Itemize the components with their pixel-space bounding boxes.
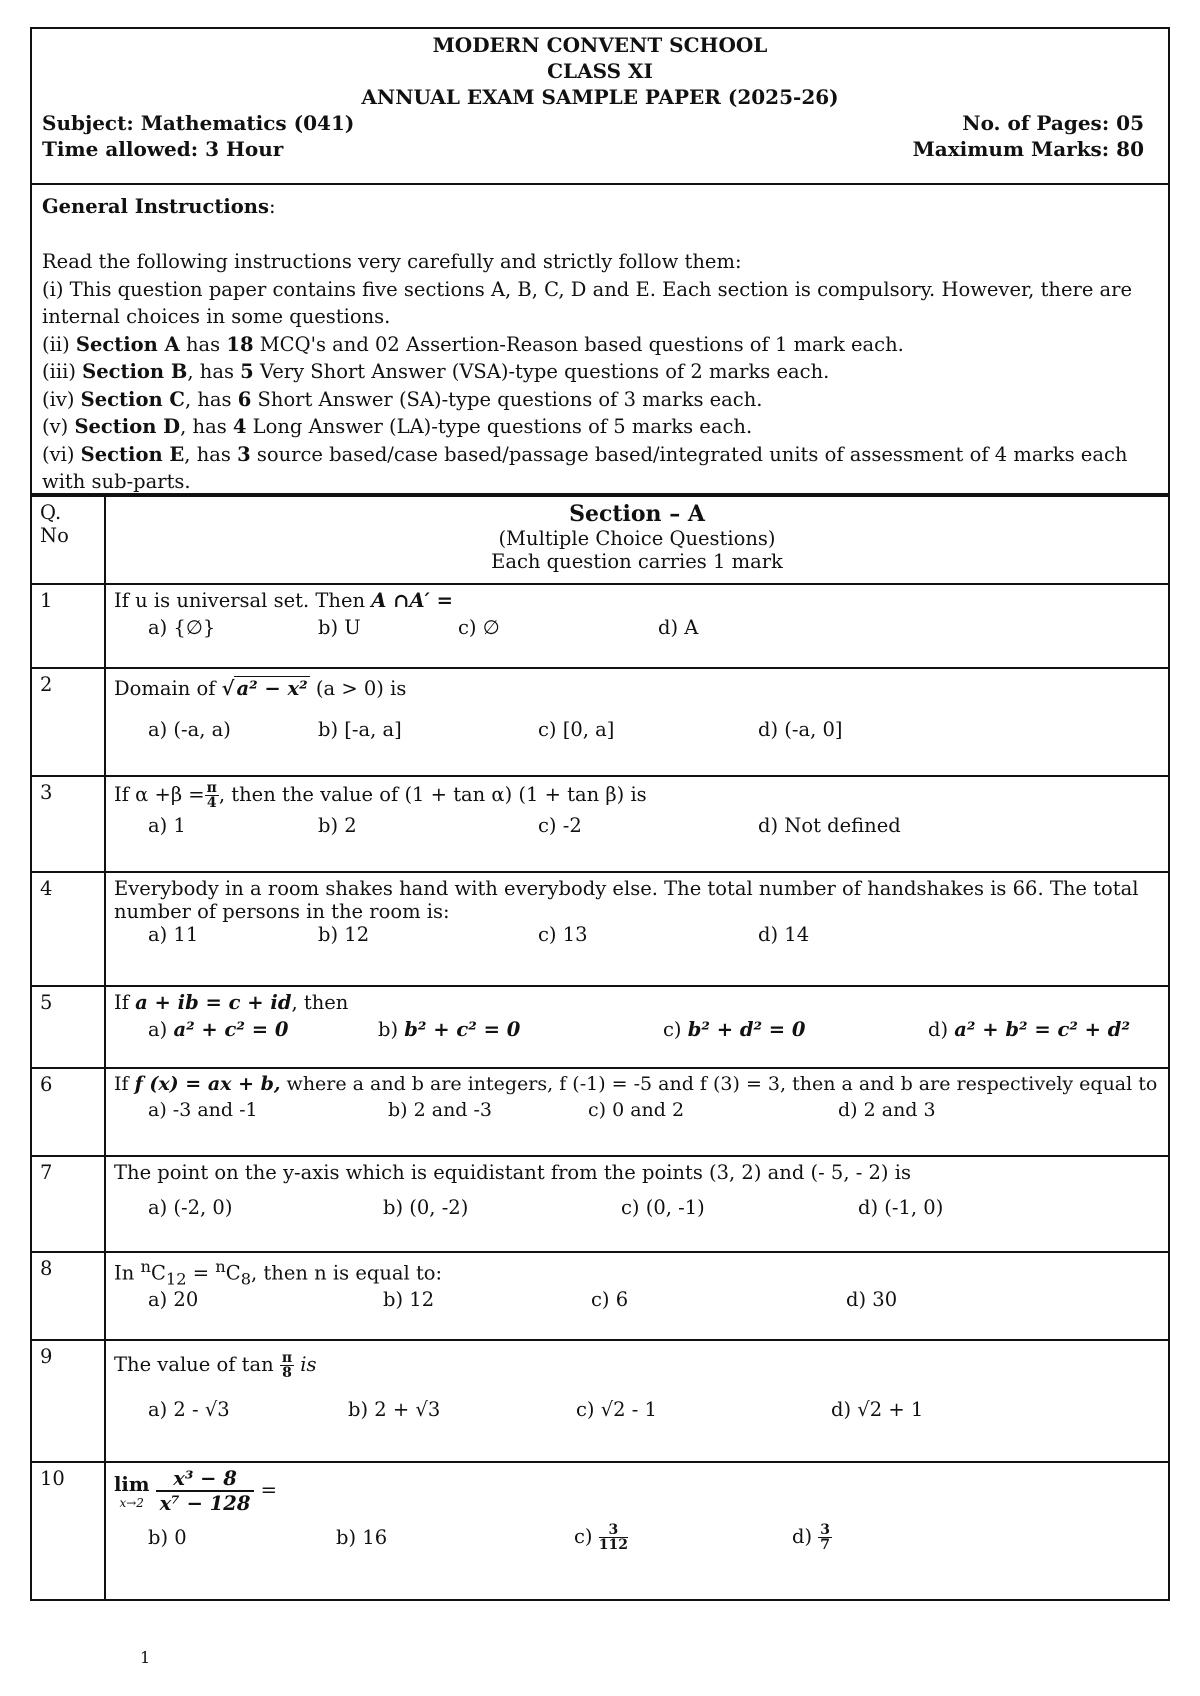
options <box>114 923 1160 946</box>
options <box>114 718 1160 741</box>
option-a: a) 2 - √3 <box>148 1398 230 1421</box>
option-c: c) (0, -1) <box>621 1196 705 1219</box>
question-number: 4 <box>31 872 105 986</box>
option-d: d) A <box>658 616 699 639</box>
section-subtitle: (Multiple Choice Questions) <box>498 527 776 550</box>
exam-page <box>30 27 1170 1601</box>
instructions-intro: Read the following instructions very carefully and strictly follow them: <box>42 250 742 273</box>
option-a: a) 1 <box>148 814 186 837</box>
option-b: b) b² + c² = 0 <box>378 1018 521 1041</box>
option-d: d) 14 <box>758 923 810 946</box>
question-body: If f (x) = ax + b, where a and b are integers, f (-1) = -5 and f (3) = 3, then a and b are respectively equal to a) -3 and -1 b) 2 and -3 c) 0 and 2 d) 2 and 3 <box>105 1068 1169 1156</box>
option-c: c) $\frac{3}{112}$ <box>574 1522 628 1553</box>
page-number: 1 <box>140 1648 151 1667</box>
question-body: Domain of √ a² − x² (a > 0) is a) (-a, a) b) [-a, a] c) [0, a] d) (-a, 0] <box>105 668 1169 776</box>
option-a: a) (-a, a) <box>148 718 231 741</box>
option-c: c) 0 and 2 <box>588 1099 685 1121</box>
options <box>114 1288 1160 1311</box>
option-a: a) {∅} <box>148 616 216 639</box>
school-name: MODERN CONVENT SCHOOL <box>432 33 768 57</box>
questions-table <box>30 495 1170 1601</box>
question-row <box>31 584 1169 668</box>
section-header-row <box>31 496 1169 584</box>
question-row <box>31 1340 1169 1462</box>
option-c: c) √2 - 1 <box>576 1398 657 1421</box>
option-c: c) ∅ <box>458 616 500 639</box>
section-title: Section – A <box>569 501 705 527</box>
option-d: d) (-a, 0] <box>758 718 843 741</box>
paper-header <box>30 27 1170 185</box>
option-a: a) (-2, 0) <box>148 1196 233 1219</box>
option-a: a) 20 <box>148 1288 199 1312</box>
option-b: b) U <box>318 616 361 639</box>
question-number: 10 <box>31 1462 105 1600</box>
option-c: c) [0, a] <box>538 718 615 741</box>
exam-title: ANNUAL EXAM SAMPLE PAPER (2025-26) <box>361 85 839 109</box>
question-number: 8 <box>31 1252 105 1340</box>
question-body: If u is universal set. Then A ∩A′ = a) {∅} b) U c) ∅ d) A <box>105 584 1169 668</box>
pages-label: No. of Pages: 05 <box>962 111 1144 135</box>
limit-operator: lim x→2 <box>114 1472 150 1510</box>
option-b: b) 16 <box>336 1526 388 1549</box>
instruction-vi: (vi) Section E, has 3 source based/case based/passage based/integrated units of assessment of 4 marks each with sub-parts. <box>42 442 1128 493</box>
option-b: b) 12 <box>318 923 370 946</box>
question-body: The value of tan $\frac{\pi}{8}$ is a) 2 - √3 b) 2 + √3 c) √2 - 1 d) √2 + 1 <box>105 1340 1169 1462</box>
option-d: d) a² + b² = c² + d² <box>928 1018 1130 1041</box>
class-name: CLASS XI <box>547 59 653 83</box>
option-b: b) 2 + √3 <box>348 1398 441 1421</box>
question-number: 2 <box>31 668 105 776</box>
options <box>114 1196 1160 1219</box>
question-number: 3 <box>31 776 105 872</box>
options <box>114 814 1160 837</box>
question-number: 9 <box>31 1340 105 1462</box>
option-b: b) (0, -2) <box>383 1196 469 1219</box>
option-a: a) a² + c² = 0 <box>148 1018 289 1041</box>
question-number: 7 <box>31 1156 105 1252</box>
instruction-iii: (iii) Section B, has 5 Very Short Answer (VSA)-type questions of 2 marks each. <box>42 360 830 383</box>
question-row <box>31 1252 1169 1340</box>
instructions-title: General Instructions <box>42 195 269 218</box>
subject-label: Subject: Mathematics (041) <box>42 111 355 135</box>
question-row <box>31 986 1169 1068</box>
option-a: b) 0 <box>148 1526 187 1549</box>
question-row <box>31 776 1169 872</box>
question-row <box>31 872 1169 986</box>
question-number: 6 <box>31 1068 105 1156</box>
question-row <box>31 1462 1169 1600</box>
option-d: d) 30 <box>846 1288 898 1312</box>
option-c: c) b² + d² = 0 <box>663 1018 806 1041</box>
option-d: d) 2 and 3 <box>838 1099 936 1121</box>
instruction-iv: (iv) Section C, has 6 Short Answer (SA)-type questions of 3 marks each. <box>42 387 763 411</box>
options <box>114 1099 1160 1121</box>
limit-fraction: $\frac{\text{x³ − 8}}{\text{x⁷ − 128}}$ <box>156 1467 255 1515</box>
options <box>114 616 1160 639</box>
option-c: c) -2 <box>538 814 582 837</box>
option-b: b) 12 <box>383 1288 435 1312</box>
instruction-ii: (ii) Section A has 18 MCQ's and 02 Assertion-Reason based questions of 1 mark each. <box>42 332 904 356</box>
options <box>114 1523 1160 1552</box>
section-title-cell <box>105 496 1169 584</box>
question-body: The point on the y-axis which is equidistant from the points (3, 2) and (- 5, - 2) is a) (-2, 0) b) (0, -2) c) (0, -1) d) (-1, 0) <box>105 1156 1169 1252</box>
question-row <box>31 1068 1169 1156</box>
option-a: a) 11 <box>148 923 199 946</box>
option-b: b) 2 and -3 <box>388 1099 493 1121</box>
question-body: Everybody in a room shakes hand with everybody else. The total number of handshakes is 66. The total number of persons in the room is: a) 11 b) 12 c) 13 d) 14 <box>105 872 1169 986</box>
question-number: 1 <box>31 584 105 668</box>
question-body: If α +β = $\frac{\pi}{4}$ , then the value of (1 + tan α) (1 + tan β) is a) 1 b) 2 c) -2 d) Not defined <box>105 776 1169 872</box>
general-instructions: General Instructions: Read the following instructions very carefully and strictly follow them: (i) This question paper contains five sections A, B, C, D and E. Each section is compulsory. However, there are internal choices in some questions. (ii) Section A has 18 MCQ's and 02 Assertion-Reason based questions of 1 mark each. (iii) Section B, has 5 Very Short Answer (VSA)-type questions of 2 marks each. (iv) Section C, has 6 Short Answer (SA)-type questions of 3 marks each. (v) Section D, has 4 Long Answer (LA)-type questions of 5 marks each. (vi) Section E, has 3 source based/case based/passage based/integrated units of assessment of 4 marks each with sub-parts. <box>30 185 1170 495</box>
options <box>114 1018 1160 1041</box>
time-label: Time allowed: 3 Hour <box>42 137 284 161</box>
question-body: lim x→2 $\frac{\text{x³ − 8}}{\text{x⁷ − 128}}$ = b) 0 b) 16 c) $\frac{3}{112}$ d) $\frac{3}{7}$ <box>105 1462 1169 1600</box>
question-row <box>31 1156 1169 1252</box>
question-row <box>31 668 1169 776</box>
section-note: Each question carries 1 mark <box>491 550 783 573</box>
option-c: c) 13 <box>538 923 588 946</box>
option-d: d) Not defined <box>758 814 901 837</box>
qno-header: Q. No <box>31 496 105 584</box>
option-b: b) [-a, a] <box>318 718 402 741</box>
question-body: If a + ib = c + id, then a) a² + c² = 0 b) b² + c² = 0 c) b² + d² = 0 d) a² + b² = c² + d² <box>105 986 1169 1068</box>
question-number: 5 <box>31 986 105 1068</box>
option-d: d) √2 + 1 <box>831 1398 924 1421</box>
option-d: d) $\frac{3}{7}$ <box>792 1522 831 1553</box>
option-a: a) -3 and -1 <box>148 1099 258 1121</box>
marks-label: Maximum Marks: 80 <box>912 137 1144 161</box>
instruction-i: (i) This question paper contains five sections A, B, C, D and E. Each section is compulsory. However, there are internal choices in some questions. <box>42 277 1133 328</box>
option-d: d) (-1, 0) <box>858 1196 944 1219</box>
instruction-v: (v) Section D, has 4 Long Answer (LA)-type questions of 5 marks each. <box>42 415 753 438</box>
option-b: b) 2 <box>318 814 357 837</box>
options <box>114 1398 1160 1421</box>
option-c: c) 6 <box>591 1288 629 1312</box>
question-body: In $^nC_{12} = ^nC_8$, then n is equal to: a) 20 b) 12 c) 6 d) 30 <box>105 1252 1169 1340</box>
